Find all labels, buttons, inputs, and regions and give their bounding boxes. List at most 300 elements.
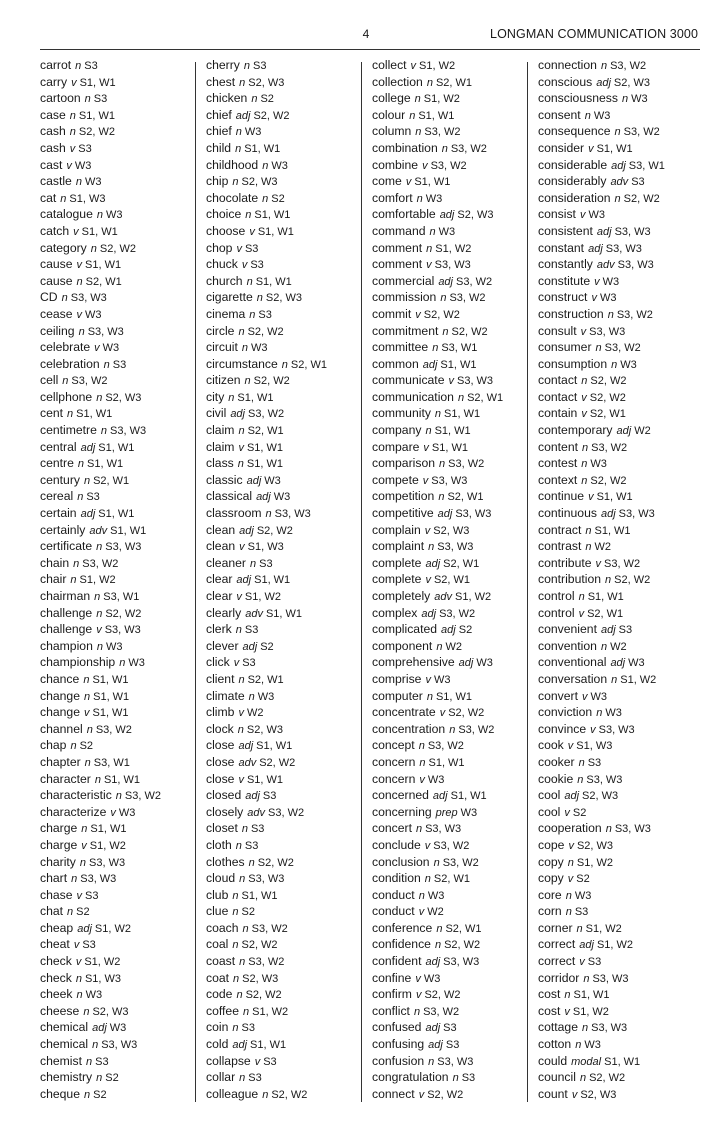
part-of-speech: n bbox=[428, 541, 435, 554]
word-entry bbox=[372, 439, 544, 456]
part-of-speech: adj bbox=[564, 790, 580, 803]
part-of-speech: n bbox=[416, 192, 423, 205]
part-of-speech: n bbox=[232, 1022, 239, 1035]
frequency-band: S3 bbox=[443, 1022, 457, 1035]
part-of-speech: n bbox=[241, 342, 248, 355]
frequency-band: S1, W1 bbox=[103, 773, 141, 786]
frequency-band: S3, W3 bbox=[437, 1055, 474, 1068]
part-of-speech: n bbox=[239, 1072, 246, 1085]
headword: cherry bbox=[206, 58, 240, 72]
headword: cool bbox=[538, 804, 561, 819]
word-entry bbox=[372, 323, 544, 340]
word-entry bbox=[538, 240, 710, 257]
frequency-band: S2, W3 bbox=[265, 292, 302, 305]
headword: count bbox=[538, 1086, 568, 1101]
part-of-speech: n bbox=[249, 557, 257, 570]
word-entry bbox=[40, 854, 212, 871]
frequency-band: S3, W3 bbox=[431, 474, 468, 487]
running-title: LONGMAN COMMUNICATION 3000 bbox=[490, 27, 698, 41]
part-of-speech: n bbox=[228, 391, 235, 404]
frequency-band: S1, W1 bbox=[431, 441, 468, 454]
part-of-speech: n bbox=[579, 1072, 587, 1085]
part-of-speech: adj bbox=[421, 607, 437, 620]
part-of-speech: n bbox=[438, 491, 445, 504]
frequency-band: S2, W3 bbox=[457, 209, 494, 222]
word-entry bbox=[372, 837, 544, 854]
headword: construction bbox=[538, 306, 604, 321]
word-entry bbox=[206, 754, 378, 771]
frequency-band: S2, W2 bbox=[590, 375, 627, 388]
frequency-band: S3 bbox=[248, 1072, 262, 1085]
word-entry bbox=[538, 74, 710, 91]
part-of-speech: n bbox=[251, 93, 258, 106]
word-entry bbox=[538, 754, 710, 771]
word-entry bbox=[206, 903, 378, 920]
word-entry bbox=[372, 455, 544, 472]
part-of-speech: adj bbox=[439, 209, 455, 222]
headword: consciousness bbox=[538, 91, 618, 106]
part-of-speech: n bbox=[409, 109, 416, 122]
frequency-band: S3 bbox=[262, 790, 277, 803]
frequency-band: S3, W2 bbox=[616, 308, 653, 321]
headword: conscious bbox=[538, 74, 593, 89]
part-of-speech: n bbox=[75, 60, 82, 72]
word-entry bbox=[372, 289, 544, 306]
headword: condition bbox=[372, 871, 421, 886]
part-of-speech: n bbox=[83, 673, 90, 686]
column-divider bbox=[361, 62, 362, 1102]
headword: communicate bbox=[372, 373, 445, 388]
part-of-speech: n bbox=[436, 922, 443, 935]
word-entry bbox=[372, 140, 544, 157]
word-entry bbox=[40, 621, 212, 638]
word-entry bbox=[40, 754, 212, 771]
part-of-speech: n bbox=[414, 93, 421, 106]
part-of-speech: adv bbox=[238, 756, 257, 769]
part-of-speech: n bbox=[83, 1088, 91, 1101]
part-of-speech: adj bbox=[437, 508, 453, 521]
part-of-speech: v bbox=[581, 408, 587, 421]
frequency-band: S1, W1 bbox=[573, 989, 610, 1002]
headword: consumption bbox=[538, 356, 608, 371]
word-entry bbox=[206, 422, 378, 439]
frequency-band: S1, W2 bbox=[89, 839, 126, 852]
frequency-band: S3 bbox=[95, 1055, 109, 1068]
headword: concentrate bbox=[372, 705, 436, 720]
headword: chase bbox=[40, 887, 73, 902]
part-of-speech: n bbox=[429, 225, 436, 238]
part-of-speech: v bbox=[581, 690, 588, 703]
word-entry bbox=[206, 389, 378, 406]
headword: computer bbox=[372, 688, 423, 703]
frequency-band: S2, W2 bbox=[253, 109, 290, 122]
part-of-speech: n bbox=[70, 740, 77, 753]
word-entry bbox=[40, 157, 212, 174]
frequency-band: S3 bbox=[259, 557, 273, 570]
part-of-speech: n bbox=[119, 657, 126, 670]
frequency-band: S2, W2 bbox=[105, 607, 142, 620]
headword: class bbox=[206, 456, 234, 471]
headword: copy bbox=[538, 871, 564, 886]
headword: chicken bbox=[206, 91, 248, 106]
frequency-band: S2, W2 bbox=[259, 756, 296, 769]
frequency-band: S2, W2 bbox=[245, 989, 282, 1002]
part-of-speech: n bbox=[567, 856, 574, 869]
headword: clock bbox=[206, 721, 234, 736]
word-entry bbox=[372, 522, 544, 539]
part-of-speech: n bbox=[581, 441, 589, 454]
word-entry bbox=[538, 123, 710, 140]
part-of-speech: adj bbox=[80, 441, 96, 454]
headword: chain bbox=[40, 555, 70, 570]
word-column-2 bbox=[206, 57, 378, 1102]
frequency-band: S3, W1 bbox=[628, 159, 665, 172]
word-entry bbox=[372, 571, 544, 588]
word-entry bbox=[538, 1053, 710, 1070]
part-of-speech: v bbox=[236, 591, 242, 603]
headword: claim bbox=[206, 423, 235, 438]
word-entry bbox=[372, 206, 544, 223]
frequency-band: S3, W2 bbox=[450, 142, 487, 155]
headword: cash bbox=[40, 140, 66, 155]
frequency-band: S2, W1 bbox=[587, 607, 624, 620]
part-of-speech: n bbox=[581, 375, 588, 388]
word-entry bbox=[372, 90, 544, 107]
headword: chap bbox=[40, 738, 67, 753]
headword: close bbox=[206, 771, 235, 786]
word-entry bbox=[372, 854, 544, 871]
frequency-band: S3 bbox=[86, 491, 100, 504]
part-of-speech: n bbox=[232, 176, 239, 189]
frequency-band: W3 bbox=[427, 773, 445, 786]
word-entry bbox=[372, 107, 544, 124]
word-entry bbox=[40, 704, 212, 721]
headword: collection bbox=[372, 74, 423, 89]
part-of-speech: v bbox=[580, 325, 587, 338]
frequency-band: S1, W1 bbox=[596, 491, 633, 504]
frequency-band: S3, W2 bbox=[124, 790, 161, 803]
part-of-speech: v bbox=[83, 707, 90, 720]
word-entry bbox=[372, 372, 544, 389]
frequency-band: S2, W2 bbox=[99, 242, 136, 255]
frequency-band: S2, W2 bbox=[427, 1088, 464, 1101]
word-entry bbox=[538, 771, 710, 788]
headword: constantly bbox=[538, 257, 593, 272]
part-of-speech: n bbox=[76, 275, 83, 288]
part-of-speech: n bbox=[75, 972, 82, 985]
word-entry bbox=[372, 488, 544, 505]
word-entry bbox=[538, 339, 710, 356]
headword: club bbox=[206, 887, 229, 902]
frequency-band: S3 bbox=[244, 839, 259, 852]
word-entry bbox=[40, 605, 212, 622]
part-of-speech: v bbox=[233, 657, 240, 670]
word-entry bbox=[538, 737, 710, 754]
frequency-band: S2, W1 bbox=[589, 408, 626, 421]
part-of-speech: n bbox=[434, 408, 442, 421]
word-entry bbox=[538, 638, 710, 655]
frequency-band: S1, W3 bbox=[576, 740, 613, 753]
headword: cat bbox=[40, 190, 57, 205]
headword: conduct bbox=[372, 904, 415, 919]
part-of-speech: n bbox=[75, 176, 82, 189]
part-of-speech: n bbox=[577, 773, 584, 786]
part-of-speech: n bbox=[238, 425, 245, 438]
frequency-band: S1, W1 bbox=[79, 76, 116, 89]
headword: child bbox=[206, 140, 232, 155]
headword: contact bbox=[538, 389, 578, 404]
part-of-speech: n bbox=[600, 640, 608, 653]
part-of-speech: v bbox=[419, 773, 425, 786]
frequency-band: W2 bbox=[594, 541, 611, 554]
part-of-speech: n bbox=[575, 1039, 582, 1052]
frequency-band: S3, W1 bbox=[441, 342, 478, 355]
part-of-speech: n bbox=[96, 541, 103, 554]
word-entry bbox=[538, 1086, 710, 1103]
part-of-speech: modal bbox=[571, 1055, 602, 1068]
headword: convention bbox=[538, 638, 597, 653]
part-of-speech: v bbox=[76, 259, 83, 272]
part-of-speech: adj bbox=[600, 508, 616, 521]
word-entry bbox=[538, 1003, 710, 1020]
word-entry bbox=[206, 57, 378, 74]
frequency-band: S1, W1 bbox=[92, 673, 129, 686]
part-of-speech: v bbox=[238, 773, 244, 786]
frequency-band: S2, W2 bbox=[423, 308, 460, 321]
word-entry bbox=[538, 389, 710, 406]
frequency-band: S1, W2 bbox=[252, 1005, 289, 1018]
frequency-band: S2, W3 bbox=[248, 76, 285, 89]
frequency-band: W3 bbox=[433, 673, 451, 686]
frequency-band: S2, W2 bbox=[448, 707, 485, 720]
frequency-band: S3 bbox=[250, 259, 264, 272]
frequency-band: W3 bbox=[85, 308, 102, 321]
frequency-band: W3 bbox=[257, 690, 275, 703]
part-of-speech: n bbox=[565, 906, 572, 919]
frequency-band: S3 bbox=[587, 756, 602, 769]
frequency-band: S1, W1 bbox=[98, 441, 135, 454]
headword: check bbox=[40, 970, 72, 985]
word-entry bbox=[40, 123, 212, 140]
frequency-band: S1, W1 bbox=[435, 690, 473, 703]
word-entry bbox=[372, 903, 544, 920]
headword: close bbox=[206, 738, 235, 753]
frequency-band: S3, W3 bbox=[617, 259, 654, 272]
word-entry bbox=[538, 488, 710, 505]
headword: cottage bbox=[538, 1020, 578, 1035]
word-entry bbox=[538, 306, 710, 323]
part-of-speech: n bbox=[233, 972, 240, 985]
part-of-speech: n bbox=[77, 458, 84, 471]
frequency-band: S1, W1 bbox=[93, 690, 130, 703]
word-entry bbox=[206, 123, 378, 140]
headword: chief bbox=[206, 107, 232, 122]
frequency-band: S1, W1 bbox=[254, 209, 291, 222]
headword: cast bbox=[40, 157, 63, 172]
part-of-speech: adj bbox=[425, 1022, 441, 1035]
headword: clear bbox=[206, 589, 233, 603]
frequency-band: S3, W3 bbox=[274, 508, 311, 521]
headword: confusing bbox=[372, 1037, 425, 1052]
word-entry bbox=[206, 953, 378, 970]
frequency-band: S3, W3 bbox=[89, 856, 126, 869]
part-of-speech: n bbox=[584, 109, 591, 122]
part-of-speech: v bbox=[590, 723, 596, 736]
frequency-band: S1, W1 bbox=[85, 259, 122, 272]
word-entry bbox=[538, 571, 710, 588]
frequency-band: S1, W1 bbox=[428, 756, 465, 769]
frequency-band: S2, W1 bbox=[443, 557, 480, 570]
word-entry bbox=[538, 654, 710, 671]
word-entry bbox=[372, 1053, 544, 1070]
word-entry bbox=[538, 1019, 710, 1036]
word-entry bbox=[538, 190, 710, 207]
part-of-speech: v bbox=[76, 889, 83, 902]
word-entry bbox=[40, 787, 212, 804]
part-of-speech: n bbox=[265, 508, 272, 521]
headword: conclusion bbox=[372, 854, 430, 869]
headword: considerably bbox=[538, 174, 607, 189]
word-entry bbox=[206, 854, 378, 871]
word-entry bbox=[206, 306, 378, 323]
word-entry bbox=[206, 970, 378, 987]
frequency-band: S3, W2 bbox=[248, 956, 285, 969]
word-entry bbox=[538, 588, 710, 605]
headword: catalogue bbox=[40, 207, 93, 222]
headword: cope bbox=[538, 837, 565, 852]
word-entry bbox=[206, 405, 378, 422]
headword: cold bbox=[206, 1037, 229, 1052]
headword: confident bbox=[372, 954, 422, 969]
part-of-speech: v bbox=[424, 524, 431, 537]
frequency-band: S1, W2 bbox=[423, 93, 460, 106]
part-of-speech: n bbox=[418, 889, 425, 902]
frequency-band: S2, W2 bbox=[257, 856, 294, 869]
headword: consent bbox=[538, 107, 581, 122]
headword: certainly bbox=[40, 522, 86, 537]
frequency-band: S1, W2 bbox=[419, 60, 456, 72]
word-entry bbox=[40, 654, 212, 671]
headword: corridor bbox=[538, 970, 580, 985]
frequency-band: S3, W2 bbox=[458, 723, 495, 736]
headword: consumer bbox=[538, 340, 592, 355]
headword: committee bbox=[372, 340, 429, 355]
part-of-speech: n bbox=[449, 723, 456, 736]
word-entry bbox=[206, 356, 378, 373]
frequency-band: S3 bbox=[618, 624, 633, 637]
word-entry bbox=[40, 920, 212, 937]
word-entry bbox=[206, 273, 378, 290]
part-of-speech: adj bbox=[245, 790, 260, 803]
word-entry bbox=[40, 953, 212, 970]
headword: comment bbox=[372, 240, 423, 255]
frequency-band: W3 bbox=[438, 225, 456, 238]
headword: commit bbox=[372, 306, 412, 321]
part-of-speech: v bbox=[578, 607, 585, 620]
part-of-speech: n bbox=[244, 375, 251, 388]
frequency-band: S3, W2 bbox=[439, 607, 476, 620]
headword: convenient bbox=[538, 622, 597, 637]
headword: characterize bbox=[40, 804, 107, 819]
headword: control bbox=[538, 589, 575, 603]
headword: clever bbox=[206, 638, 239, 653]
part-of-speech: adv bbox=[610, 176, 629, 189]
word-entry bbox=[206, 704, 378, 721]
part-of-speech: n bbox=[103, 358, 110, 371]
part-of-speech: v bbox=[581, 391, 587, 404]
word-entry bbox=[206, 538, 378, 555]
headword: cleaner bbox=[206, 555, 246, 570]
headword: constitute bbox=[538, 273, 591, 288]
frequency-band: S3, W2 bbox=[423, 1005, 460, 1018]
frequency-band: S2, W2 bbox=[444, 939, 481, 952]
part-of-speech: n bbox=[237, 458, 244, 471]
part-of-speech: n bbox=[70, 574, 77, 587]
frequency-band: S3, W3 bbox=[589, 325, 626, 338]
part-of-speech: n bbox=[415, 823, 423, 836]
part-of-speech: n bbox=[245, 209, 252, 222]
frequency-band: S2, W3 bbox=[613, 76, 650, 89]
headword: chemical bbox=[40, 1020, 89, 1035]
part-of-speech: adj bbox=[246, 474, 262, 487]
frequency-band: S1, W1 bbox=[98, 508, 135, 521]
part-of-speech: n bbox=[614, 126, 621, 139]
headword: comprehensive bbox=[372, 655, 455, 670]
frequency-band: S1, W2 bbox=[84, 956, 121, 969]
headword: chemical bbox=[40, 1037, 89, 1052]
word-entry bbox=[40, 804, 212, 821]
word-entry bbox=[206, 1036, 378, 1053]
part-of-speech: v bbox=[567, 740, 574, 753]
part-of-speech: n bbox=[583, 972, 590, 985]
word-entry bbox=[206, 721, 378, 738]
part-of-speech: n bbox=[84, 756, 91, 769]
part-of-speech: adj bbox=[230, 408, 245, 421]
frequency-band: W3 bbox=[574, 889, 592, 902]
frequency-band: S1, W1 bbox=[246, 441, 284, 454]
headword: choose bbox=[206, 223, 246, 238]
word-entry bbox=[538, 887, 710, 904]
part-of-speech: n bbox=[585, 541, 592, 554]
part-of-speech: n bbox=[84, 93, 91, 106]
part-of-speech: v bbox=[425, 574, 431, 587]
headword: colleague bbox=[206, 1086, 259, 1101]
word-entry bbox=[40, 1053, 212, 1070]
part-of-speech: n bbox=[434, 939, 442, 952]
word-entry bbox=[40, 522, 212, 539]
headword: cinema bbox=[206, 306, 246, 321]
headword: could bbox=[538, 1053, 568, 1068]
frequency-band: W3 bbox=[244, 126, 262, 139]
word-entry bbox=[206, 107, 378, 124]
part-of-speech: v bbox=[564, 1005, 570, 1018]
frequency-band: S3, W2 bbox=[610, 60, 647, 72]
word-entry bbox=[372, 621, 544, 638]
word-entry bbox=[206, 936, 378, 953]
word-entry bbox=[538, 671, 710, 688]
frequency-band: S3, W3 bbox=[248, 873, 285, 886]
word-entry bbox=[372, 405, 544, 422]
headword: combination bbox=[372, 140, 438, 155]
headword: client bbox=[206, 671, 235, 686]
part-of-speech: adj bbox=[428, 1039, 443, 1052]
word-entry bbox=[206, 688, 378, 705]
frequency-band: S3, W3 bbox=[605, 242, 642, 255]
headword: cause bbox=[40, 257, 73, 272]
frequency-band: S1, W1 bbox=[244, 142, 281, 155]
frequency-band: S1, W2 bbox=[94, 922, 131, 935]
word-entry bbox=[206, 472, 378, 489]
